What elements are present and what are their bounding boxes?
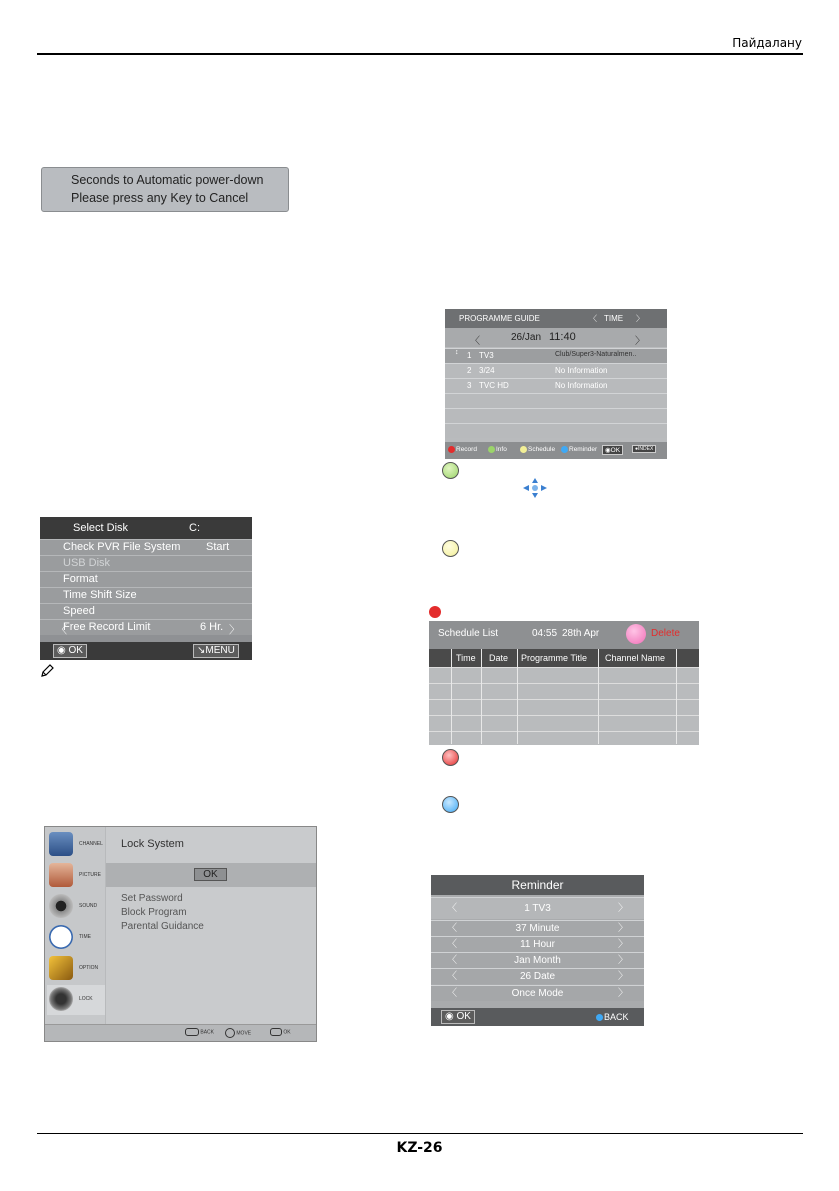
picture-icon xyxy=(49,863,73,887)
chevron-left-icon[interactable]: 〈 xyxy=(447,988,457,999)
lock-system-ok-row xyxy=(106,863,316,887)
delete-label[interactable]: Delete xyxy=(651,628,680,639)
chevron-right-icon[interactable]: 〉 xyxy=(618,923,628,934)
menu-item-label: Check PVR File System xyxy=(63,541,181,553)
blue-button-icon xyxy=(442,796,459,813)
back-label: BACK xyxy=(604,1012,629,1022)
sidebar-label: CHANNEL xyxy=(79,841,103,847)
sidebar-item-time[interactable] xyxy=(47,923,105,953)
column-divider xyxy=(451,649,452,744)
list-item[interactable] xyxy=(445,393,667,408)
reminder-hint[interactable] xyxy=(561,446,597,453)
programme-guide-footer xyxy=(445,442,667,459)
ok-icon: ◉ xyxy=(445,1011,454,1022)
menu-sidebar xyxy=(45,827,105,1024)
sidebar-item-sound[interactable] xyxy=(47,892,105,922)
table-row[interactable] xyxy=(429,667,699,683)
sidebar-item-channel[interactable] xyxy=(47,830,105,860)
programme-guide-time: 11:40 xyxy=(549,331,576,343)
chevron-right-icon[interactable]: 〉 xyxy=(636,314,644,323)
list-item[interactable] xyxy=(445,378,667,393)
programme-guide-date: 26/Jan xyxy=(511,332,542,343)
select-disk-footer xyxy=(40,642,252,660)
menu-item-free-record-limit[interactable] xyxy=(40,619,252,635)
chevron-left-icon[interactable]: 〈 xyxy=(470,336,480,347)
chevron-left-icon[interactable]: 〈 xyxy=(447,955,457,966)
table-row[interactable] xyxy=(429,683,699,699)
yellow-dot-icon xyxy=(520,446,527,453)
menu-item-value: 6 Hr. xyxy=(200,621,224,633)
info-hint[interactable] xyxy=(488,446,507,453)
channel-number: 1 xyxy=(467,351,472,360)
column-header-time: Time xyxy=(456,653,476,663)
reminder-value: 26 Date xyxy=(519,971,556,982)
menu-item-parental-guidance[interactable]: Parental Guidance xyxy=(121,921,204,932)
power-down-line2: Please press any Key to Cancel xyxy=(71,191,249,205)
reminder-row-mode[interactable] xyxy=(431,985,644,1001)
ok-icon: ◉ xyxy=(605,447,611,454)
speaker-icon xyxy=(49,894,73,918)
menu-item-value: Start xyxy=(206,541,230,553)
column-divider xyxy=(517,649,518,744)
select-disk-menu xyxy=(40,517,252,660)
back-key-icon xyxy=(185,1028,199,1036)
sidebar-item-lock[interactable] xyxy=(47,985,105,1015)
ok-hint xyxy=(270,1028,291,1036)
menu-item-time-shift-size[interactable] xyxy=(40,587,252,603)
sidebar-label: OPTION xyxy=(79,965,99,971)
schedule-list-time: 04:55 xyxy=(532,628,558,639)
reminder-value: Once Mode xyxy=(511,988,564,999)
page-header-section: Пайдалану xyxy=(732,36,802,50)
select-disk-title-bar xyxy=(40,517,252,539)
channel-number: 3 xyxy=(467,381,472,390)
chevron-right-icon[interactable]: 〉 xyxy=(618,955,628,966)
column-divider xyxy=(598,649,599,744)
menu-item-block-program[interactable]: Block Program xyxy=(121,907,187,918)
back-button[interactable] xyxy=(596,1012,629,1022)
index-label: INDEX xyxy=(638,446,654,452)
sidebar-label: PICTURE xyxy=(79,872,101,878)
schedule-list-date: 28th Apr xyxy=(562,628,600,639)
chevron-left-icon[interactable]: 〈 xyxy=(447,971,457,982)
menu-item-label: USB Disk xyxy=(63,557,111,569)
chevron-right-icon[interactable]: 〉 xyxy=(229,624,240,636)
menu-item-format[interactable] xyxy=(40,571,252,587)
list-item[interactable] xyxy=(445,363,667,378)
column-header-programme-title: Programme Title xyxy=(521,653,588,663)
pink-button-icon xyxy=(626,624,646,644)
reminder-footer xyxy=(431,1008,644,1026)
sidebar-item-option[interactable] xyxy=(47,954,105,984)
channel-icon xyxy=(49,832,73,856)
red-dot-icon xyxy=(429,606,441,618)
page-number: KZ-26 xyxy=(396,1140,443,1156)
select-disk-title: Select Disk xyxy=(73,522,129,534)
chevron-right-icon[interactable]: 〉 xyxy=(618,988,628,999)
lock-system-footer xyxy=(45,1024,316,1041)
ok-button[interactable] xyxy=(53,644,87,658)
reminder-row-minute[interactable] xyxy=(431,920,644,936)
menu-label: MENU xyxy=(205,645,235,656)
schedule-label: Schedule xyxy=(528,446,556,454)
green-dot-icon xyxy=(488,446,495,453)
navigation-arrows-icon xyxy=(523,478,547,498)
programme-guide-title: PROGRAMME GUIDE xyxy=(459,314,540,323)
chevron-left-icon[interactable]: 〈 xyxy=(447,939,457,950)
menu-arrow-icon: ↘ xyxy=(197,645,206,656)
sidebar-item-picture[interactable] xyxy=(47,861,105,891)
menu-item-speed[interactable] xyxy=(40,603,252,619)
menu-item-label: Time Shift Size xyxy=(63,589,137,601)
channel-number: 2 xyxy=(467,366,472,375)
schedule-hint[interactable] xyxy=(520,446,555,453)
schedule-list-title-bar xyxy=(429,621,699,649)
reminder-label: Reminder xyxy=(569,446,598,454)
lock-system-menu xyxy=(44,826,317,1042)
select-disk-drive: C: xyxy=(189,522,200,534)
padlock-icon xyxy=(49,987,73,1011)
table-row[interactable] xyxy=(429,715,699,731)
reminder-title: Reminder xyxy=(431,875,644,895)
index-icon: ● xyxy=(635,446,639,452)
blue-dot-icon xyxy=(596,1014,603,1021)
programme-info: Club/Super3-Naturalmen.. xyxy=(555,351,637,358)
channel-name: 3/24 xyxy=(479,366,495,375)
chevron-left-icon[interactable]: 〈 xyxy=(589,314,597,323)
back-label: BACK xyxy=(200,1029,215,1036)
chevron-left-icon[interactable]: 〈 xyxy=(447,923,457,934)
ok-button[interactable] xyxy=(441,1010,475,1024)
reminder-value: 1 TV3 xyxy=(524,903,551,914)
menu-item-label: Free Record Limit xyxy=(63,621,151,633)
programme-guide-mode: TIME xyxy=(604,314,624,323)
wrench-star-icon xyxy=(49,956,73,980)
green-button-icon xyxy=(442,462,459,479)
header-rule xyxy=(37,53,803,55)
ok-key-icon xyxy=(270,1028,282,1036)
red-dot-icon xyxy=(448,446,455,453)
menu-item-check-pvr[interactable] xyxy=(40,539,252,555)
reminder-value: 11 Hour xyxy=(520,939,555,950)
lock-system-title: Lock System xyxy=(121,838,184,850)
back-hint xyxy=(185,1028,214,1036)
ok-icon: ◉ xyxy=(57,645,66,656)
table-row[interactable] xyxy=(429,699,699,715)
programme-info: No Information xyxy=(555,366,608,375)
programme-guide-title-bar xyxy=(445,309,667,328)
index-button[interactable] xyxy=(632,445,656,453)
sidebar-label: LOCK xyxy=(79,996,93,1002)
blue-dot-icon xyxy=(561,446,568,453)
power-down-dialog xyxy=(41,167,289,212)
schedule-list xyxy=(429,621,699,744)
schedule-list-title: Schedule List xyxy=(438,628,499,639)
chevron-left-icon[interactable]: 〈 xyxy=(447,903,457,914)
schedule-list-header xyxy=(429,649,699,667)
move-key-icon xyxy=(225,1028,235,1038)
programme-guide-date-bar xyxy=(445,328,667,347)
list-item[interactable] xyxy=(445,348,667,363)
column-header-date: Date xyxy=(489,653,509,663)
menu-item-usb-disk[interactable] xyxy=(40,555,252,571)
record-hint[interactable] xyxy=(448,446,477,453)
reminder-dialog xyxy=(431,875,644,1026)
yellow-button-icon xyxy=(442,540,459,557)
list-item[interactable] xyxy=(445,408,667,423)
move-label: MOVE xyxy=(236,1030,252,1037)
ok-label: OK xyxy=(456,1011,471,1022)
menu-item-label: Speed xyxy=(63,605,95,617)
info-label: Info xyxy=(496,446,507,454)
reminder-row-date[interactable] xyxy=(431,968,644,984)
reminder-value: 37 Minute xyxy=(515,923,560,934)
ok-label: OK xyxy=(68,645,83,656)
red-button-icon xyxy=(442,749,459,766)
menu-item-label: Format xyxy=(63,573,98,585)
move-hint xyxy=(225,1028,251,1038)
reminder-row-hour[interactable] xyxy=(431,936,644,952)
programme-info: No Information xyxy=(555,381,608,390)
column-divider xyxy=(481,649,482,744)
footer-rule xyxy=(37,1133,803,1134)
menu-button[interactable] xyxy=(193,644,239,658)
channel-name: TV3 xyxy=(479,351,494,360)
chevron-right-icon[interactable]: 〉 xyxy=(635,336,645,347)
record-label: Record xyxy=(456,446,477,454)
power-down-line1: Seconds to Automatic power-down xyxy=(71,173,264,187)
list-item[interactable] xyxy=(445,423,667,438)
column-divider xyxy=(676,649,677,744)
ok-label: OK xyxy=(610,447,621,454)
scroll-arrows-icon: ↕ xyxy=(455,349,459,356)
chevron-right-icon[interactable]: 〉 xyxy=(618,939,628,950)
note-pencil-icon xyxy=(40,664,54,678)
reminder-row-channel[interactable] xyxy=(431,897,644,919)
lock-system-panel xyxy=(106,827,316,1024)
menu-item-set-password[interactable]: Set Password xyxy=(121,893,183,904)
reminder-row-month[interactable] xyxy=(431,952,644,968)
sidebar-label: TIME xyxy=(79,934,91,940)
chevron-right-icon[interactable]: 〉 xyxy=(618,971,628,982)
ok-button[interactable] xyxy=(602,445,623,455)
ok-button[interactable]: OK xyxy=(194,868,227,881)
chevron-left-icon[interactable]: 〈 xyxy=(56,624,67,636)
ok-label: OK xyxy=(283,1029,291,1036)
reminder-value: Jan Month xyxy=(514,955,561,966)
sidebar-label: SOUND xyxy=(79,903,98,909)
table-row[interactable] xyxy=(429,731,699,745)
column-header-channel-name: Channel Name xyxy=(605,653,666,663)
programme-guide xyxy=(445,309,667,459)
chevron-right-icon[interactable]: 〉 xyxy=(618,903,628,914)
channel-name: TVC HD xyxy=(479,381,509,390)
clock-icon xyxy=(49,925,73,949)
